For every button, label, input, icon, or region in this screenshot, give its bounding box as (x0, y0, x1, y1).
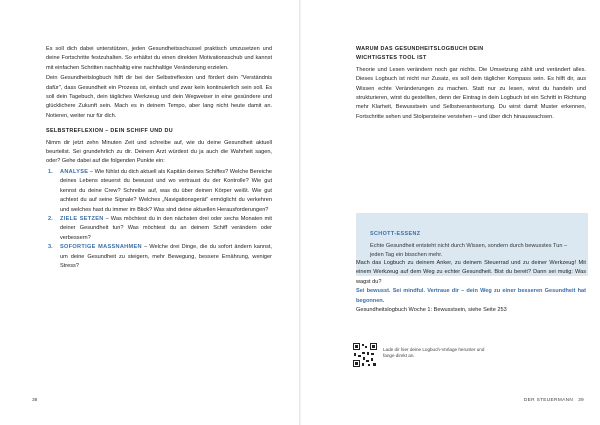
running-footer-title: DER STEUERMANN (523, 398, 574, 403)
step-keyword: ANALYSE (60, 168, 89, 175)
step-keyword: SOFORTIGE MASSNAHMEN (60, 244, 142, 251)
second-paragraph: Dein Gesundheitslogbuch hilft dir bei der Selbstreflexion und fördert dein "Verständnis dafür", dass Gesundheit ein Prozess ist, einfach und zwar kein kontinuierlich sein soll. Es soll dein Tagebuch, dein tägliches Werkzeug und dein Wegweiser in eine gesündere und glücklichere Zukunft sein. Mach es in deinem Tempo, aber lang nicht heute damit an. Notieren, weiter nur für dich. (46, 75, 272, 119)
step-number: 2. (48, 215, 53, 222)
step-text: – Was möchtest du in den nächsten drei oder sechs Monaten mit deiner Gesundheit tun? Was möchtest du an deinem Schiff verändern oder verbessern? (60, 215, 272, 241)
qr-caption: Lade dir hier deine Logbuch-Vorlage herunter und fange direkt an. (383, 347, 485, 359)
right-text-column-bottom (356, 259, 586, 315)
reference-line: Gesundheitslogbuch Woche 1: Bewusstsein, siehe Seite 253 (356, 307, 507, 314)
page-number-right: 39 (578, 398, 584, 403)
qr-code-icon[interactable] (353, 343, 377, 367)
step-item-massnahmen (46, 243, 272, 271)
closing-paragraph: Mach das Logbuch zu deinem Anker, zu deinem Steuerrad und zu deiner Werkzeug! Mit einem Werkzeug auf dem Weg zu echter Gesundheit. Bist du bereit? Dann sei mutig: Was wagst du? (356, 260, 586, 285)
section-intro: Nimm dir jetzt zehn Minuten Zeit und schreibe auf, wie du deine Gesundheit aktuell beurteilst. Sei grundehrlich zu dir. Deinem Arzt würdest du ja auch die Wahrheit sagen, oder? Gehe dabei auf die folgenden Punkte ein: (46, 139, 272, 165)
step-item-analyse (46, 168, 272, 215)
right-heading-line1: WARUM DAS GESUNDHEITSLOGBUCH DEIN (356, 46, 484, 52)
left-text-column (46, 45, 272, 271)
essence-text: Echte Gesundheit entsteht nicht durch Wissen, sondern durch bewusstes Tun – jeden Tag ein bisschen mehr. (370, 243, 568, 259)
page-number-left: 38 (32, 398, 38, 403)
steps-list (46, 168, 272, 271)
essence-title: SCHOTT-ESSENZ (370, 231, 421, 237)
step-text: – Welche drei Dinge, die du sofort ändern kannst, um deine Gesundheit zu steigern, mehr Bewegung, bessere Ernährung, weniger Stress? (60, 244, 272, 269)
right-heading-line2: WICHTIGSTES TOOL IST (356, 55, 427, 62)
right-page (301, 0, 600, 425)
step-number: 3. (48, 244, 53, 251)
step-item-ziele (46, 215, 272, 243)
section-heading: SELBSTREFLEXION – DEIN SCHIFF UND DU (46, 128, 174, 135)
highlight-quote: Sei bewusst. Sei mindful. Vertraue dir – dein Weg zu einer besseren Gesundheit hat begonnen. (356, 288, 586, 304)
left-page (0, 0, 299, 425)
step-keyword: ZIELE SETZEN (60, 215, 104, 222)
intro-paragraph: Es soll dich dabei unterstützen, jeden Gesundheitsschussel praktisch umzusetzen und deine Fortschritte festzuhalten. So erhältst du einen direkten Motivationsschub und kannst mit einfachen Schritten nachhaltig eine nachhaltige Veränderung erzielen. (46, 46, 272, 71)
right-text-column-top (356, 45, 586, 122)
right-paragraph: Theorie und Lesen verändern noch gar nichts. Die Umsetzung zählt und verändert alles. Dieses Logbuch ist nicht nur Zusatz, es soll dein täglicher Kompass sein. Es hilft dir, aus Wissen echte Veränderungen zu machen. Statt nur zu lesen, wirst du handeln und strukturieren, wirst du gestellten, denn der Eintrag in dein Logbuch ist ein Schritt in Richtung mehr Klarheit, Bewusstsein und Selbstverantwortung. Du wirst damit Muster erkennen, Fortschritte sehen und Stolpersteine verstehen – und über dich hinauswachsen. (356, 66, 586, 120)
step-text: – Wie fühlst du dich aktuell als Kapitän deines Schiffes? Welche Bereiche deines Lebens steuerst du bewusst und wo vertraust du der Kontrolle? Wie gut kennst du deine Crew? Schreibe auf, was du über deinen Körper weißt. Wie gut achtest du auf seine Signale? Welches „Navigationsgerät“ ermöglicht du verkehren und welches hast du immer im Blick? Was sind deine aktuellen Herausforderungen? (60, 168, 272, 213)
running-footer (524, 398, 584, 403)
step-number: 1. (48, 168, 53, 175)
